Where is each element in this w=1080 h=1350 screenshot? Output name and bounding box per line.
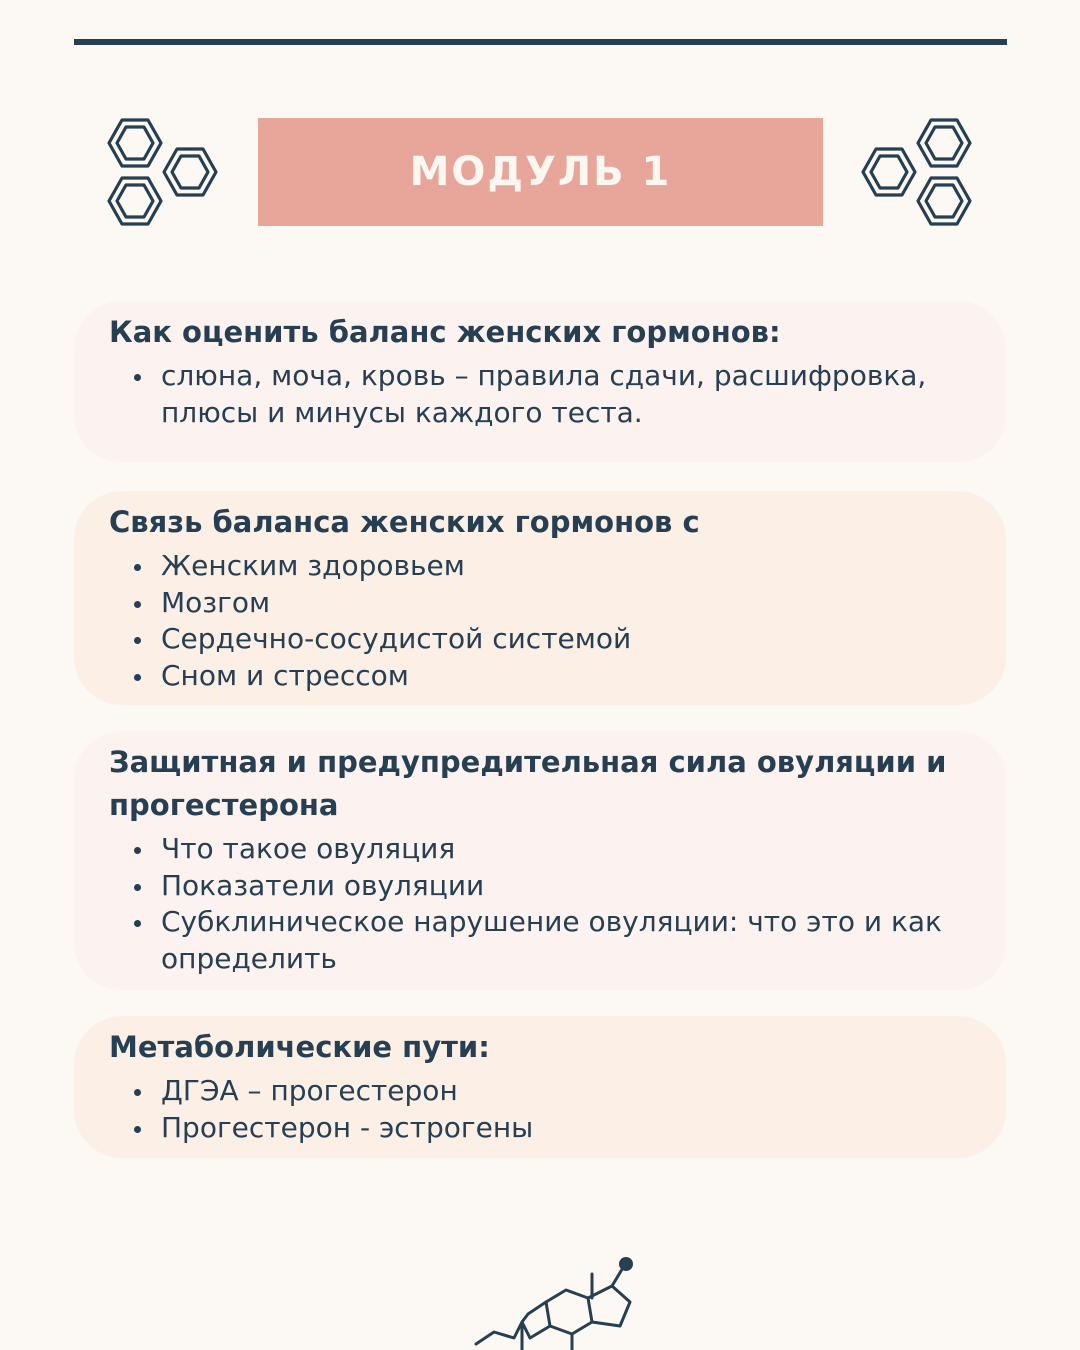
list-item: Что такое овуляция bbox=[161, 831, 966, 868]
section-heading: Защитная и предупредительная сила овуляции и прогестерона bbox=[109, 745, 947, 822]
module-title: МОДУЛЬ 1 bbox=[409, 149, 672, 195]
list-item: Сном и стрессом bbox=[161, 658, 966, 695]
top-divider bbox=[74, 39, 1007, 45]
section-card bbox=[74, 301, 1006, 462]
list-item: ДГЭА – прогестерон bbox=[161, 1073, 966, 1110]
list-item: слюна, моча, кровь – правила сдачи, расшифровка, плюсы и минусы каждого теста. bbox=[161, 358, 966, 431]
list-item: Субклиническое нарушение овуляции: что это и как определить bbox=[161, 904, 966, 977]
section-heading: Метаболические пути: bbox=[109, 1030, 490, 1064]
section-card bbox=[74, 491, 1006, 705]
section-heading: Как оценить баланс женских гормонов: bbox=[109, 315, 781, 349]
list-item: Женским здоровьем bbox=[161, 548, 966, 585]
benzene-rings-icon bbox=[104, 112, 224, 232]
benzene-rings-icon bbox=[858, 112, 978, 232]
section-list bbox=[109, 1073, 966, 1146]
list-item: Мозгом bbox=[161, 585, 966, 622]
list-item: Сердечно-сосудистой системой bbox=[161, 621, 966, 658]
section-card bbox=[74, 731, 1006, 990]
list-item: Показатели овуляции bbox=[161, 868, 966, 905]
module-title-banner bbox=[258, 118, 823, 226]
section-card bbox=[74, 1016, 1006, 1158]
section-list bbox=[109, 358, 966, 431]
section-list bbox=[109, 831, 966, 977]
list-item: Прогестерон - эстрогены bbox=[161, 1110, 966, 1147]
section-heading: Связь баланса женских гормонов с bbox=[109, 505, 700, 539]
steroid-molecule-icon bbox=[470, 1252, 650, 1350]
section-list bbox=[109, 548, 966, 694]
